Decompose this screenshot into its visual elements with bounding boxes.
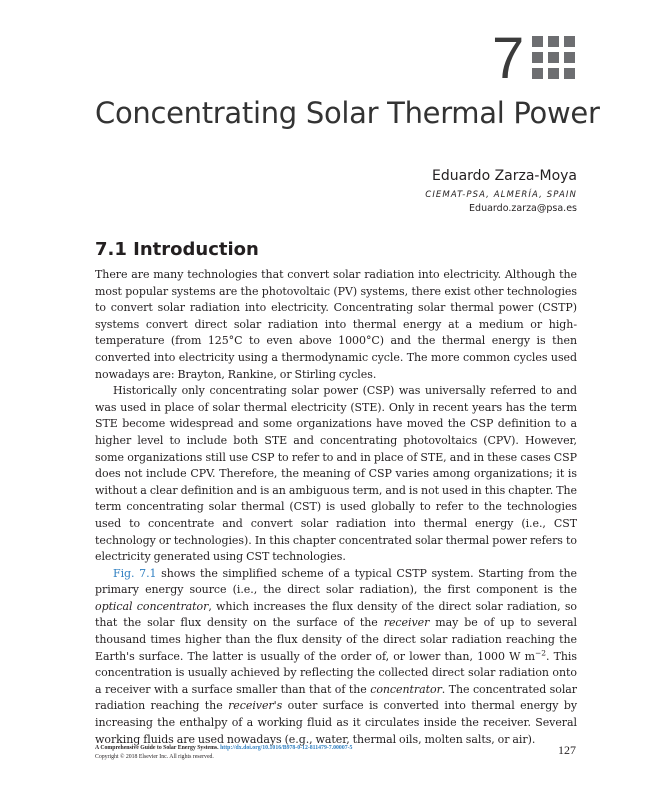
footer-citation: [95, 744, 577, 753]
paragraph-text: , which increases the flux density of the direct solar radiation, so that the solar flux density on the surface of the: [95, 599, 577, 630]
paragraph-text: outer surface is converted into thermal energy by increasing the enthalpy of a working fluid as it circulates inside the receiver. Several working fluids are used nowadays (e.g., water, thermal oils, molten salts, or air).: [95, 699, 577, 746]
paragraph-text: shows the simplified scheme of a typical CSTP system. Starting from the primary energy source (i.e., the direct solar radiation), the first component is the: [95, 566, 577, 597]
ornament-square: [564, 68, 575, 79]
ornament-square: [532, 36, 543, 47]
paragraph: [95, 566, 577, 749]
footer-book-title: A Comprehensive Guide to Solar Energy Systems.: [95, 745, 219, 751]
footer-copyright: Copyright © 2018 Elsevier Inc. All rights reserved.: [95, 754, 214, 760]
term-receivers: receiver's: [228, 699, 283, 713]
author-block: [425, 166, 577, 216]
term-optical-concentrator: optical concentrator: [95, 599, 209, 613]
author-affiliation: CIEMAT-PSA, ALMERÍA, SPAIN: [425, 190, 577, 200]
paragraph: Historically only concentrating solar power (CSP) was universally referred to and was used in place of solar thermal electricity (STE). Only in recent years has the term STE become widespread and some organizations have moved the CSP definition to a higher level to include both STE and concentrating photovoltaics (CPV). However, some organizations still use CSP to refer to and in place of STE, and in these cases CSP does not include CPV. Therefore, the meaning of CSP varies among organizations; it is without a clear definition and is an ambiguous term, and is not used in this chapter. The term concentrating solar thermal (CST) is used globally to refer to the technologies used to concentrate and convert solar radiation into thermal energy (i.e., CST technology or technologies). In this chapter concentrated solar thermal power refers to electricity generated using CST technologies.: [95, 384, 577, 564]
ornament-square: [548, 52, 559, 63]
footer-doi-link[interactable]: http://dx.doi.org/10.1016/B978-0-12-811479-7.00007-5: [220, 745, 353, 751]
paragraph-text: . This concentration is usually achieved by reflecting the collected direct solar radiation onto a receiver with a surface smaller than that of the: [95, 649, 577, 696]
ornament-square: [548, 68, 559, 79]
page-footer: [95, 744, 577, 762]
term-concentrator: concentrator: [370, 682, 442, 696]
chapter-ornament-grid: [532, 36, 575, 79]
term-receiver: receiver: [383, 616, 430, 630]
unit-exponent: −2: [534, 648, 546, 657]
author-name: Eduardo Zarza-Moya: [431, 168, 577, 184]
body-text: [95, 267, 577, 748]
ornament-square: [532, 68, 543, 79]
ornament-square: [564, 36, 575, 47]
page-number: 127: [558, 743, 576, 757]
author-email[interactable]: Eduardo.zarza@psa.es: [469, 203, 577, 214]
paragraph-text: . The concentrated solar radiation reaching the: [95, 682, 578, 713]
paragraph-text: may be of up to several thousand times higher than the flux density of the direct solar radiation reaching the Earth's surface. The latter is usually of the order of, or lower than, 1000 W m: [95, 616, 577, 663]
ornament-square: [564, 52, 575, 63]
figure-reference-link[interactable]: Fig. 7.1: [113, 566, 157, 580]
paragraph: There are many technologies that convert solar radiation into electricity. Although the most popular systems are the photovoltaic (PV) systems, there exist other technologies to convert solar radiation into electricity. Concentrating solar thermal power (CSTP) systems convert direct solar radiation into thermal energy at a medium or high-temperature (from 125°C to even above 1000°C) and the thermal energy is then converted into electricity using a thermodynamic cycle. The more common cycles used nowadays are: Brayton, Rankine, or Stirling cycles.: [95, 268, 577, 381]
section-heading: 7.1 Introduction: [95, 239, 259, 260]
ornament-square: [548, 36, 559, 47]
chapter-number: 7: [492, 26, 525, 91]
ornament-square: [532, 52, 543, 63]
chapter-title: Concentrating Solar Thermal Power: [95, 96, 600, 130]
